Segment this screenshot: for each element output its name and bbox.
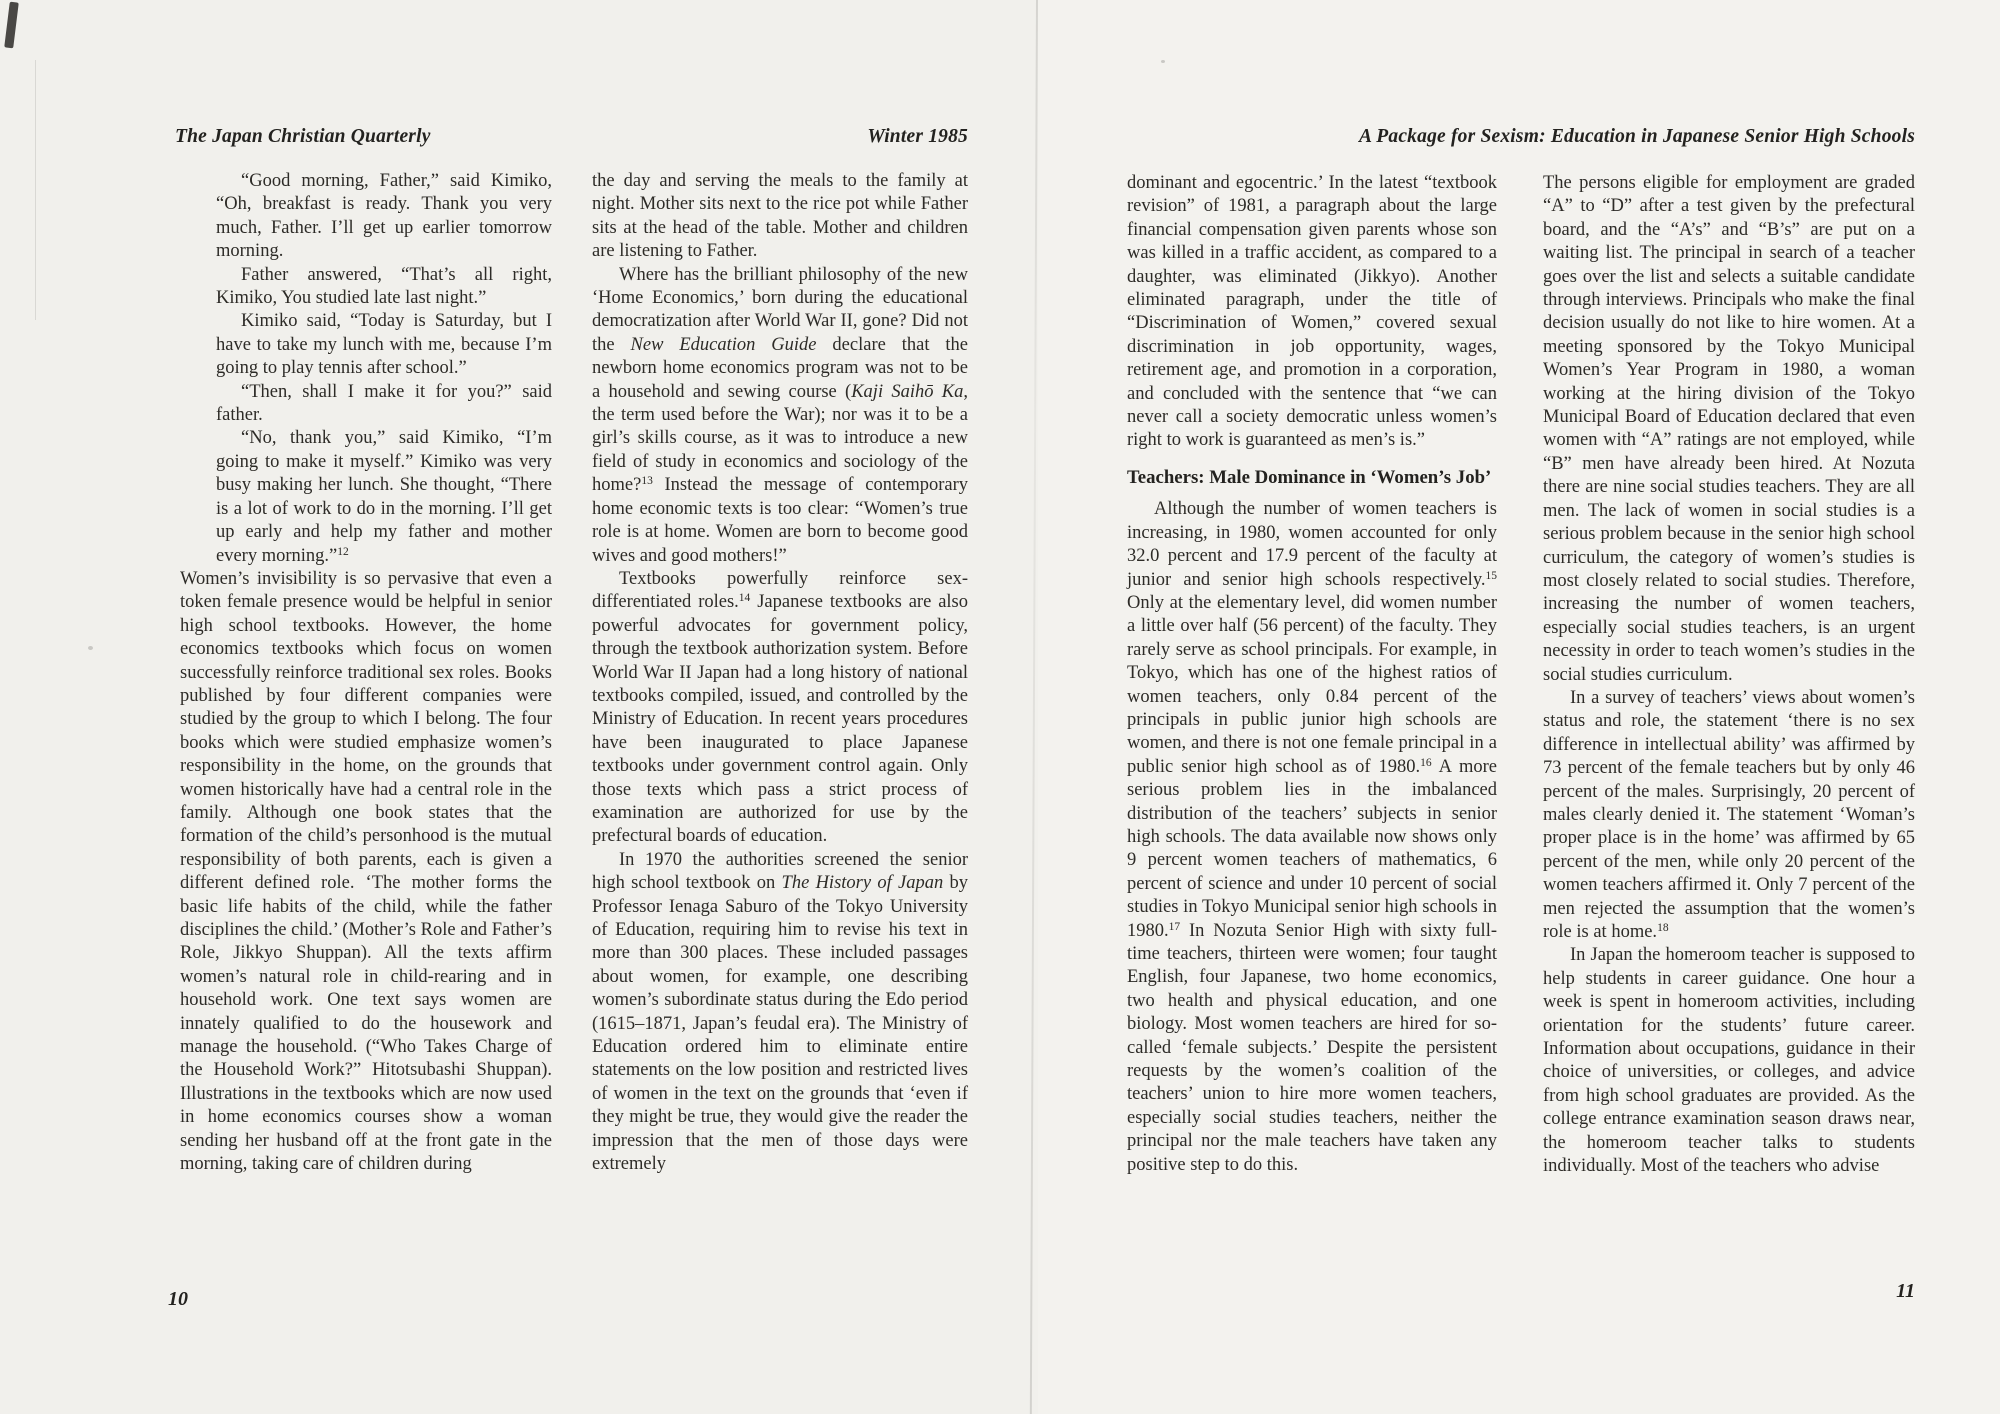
scan-speck	[88, 646, 93, 650]
body-paragraph	[592, 264, 968, 568]
text-run: Textbooks powerfully reinforce sex-differentiated roles.	[592, 568, 968, 613]
text-run: Where has the brilliant philosophy of the new ‘Home Economics,’ born during the educational democratization after World War II, gone? Did not the	[592, 264, 968, 355]
footnote-reference: 18	[1657, 922, 1669, 934]
book-title-italic: The History of Japan	[781, 873, 944, 894]
column-1	[180, 170, 552, 1176]
text-run: Japanese textbooks are also powerful advocates for government policy, through the textbook authorization system. Before World War II Japan had a long history of national textbooks compiled, issued, and controlled by the Ministry of Education. In recent years procedures have been inaugurated to place Japanese textbooks under government control again. Only those texts which pass a strict process of examination are authorized for use by the prefectural boards of education.	[592, 592, 968, 847]
quote-paragraph	[216, 427, 552, 567]
text-run: , the term used before the War); nor was it to be a girl’s skills course, as it was to introduce a new field of study in economics and sociology of the home?	[592, 381, 968, 496]
body-paragraph: dominant and egocentric.’ In the latest “textbook revision” of 1981, a paragraph about the large financial compensation given parents whose son was killed in a traffic accident, as compared to a daughter, was eliminated (Jikkyo). Another eliminated paragraph, under the title of “Discrimination of Women,” covered sexual discrimination in job opportunity, wages, retirement age, and promotion in a corporation, and concluded with the sentence that “we can never call a society democratic unless women’s right to work is guaranteed as men’s is.”	[1127, 173, 1497, 451]
footnote-reference: 17	[1168, 920, 1181, 933]
text-run: In 1970 the authorities screened the senior high school textbook on	[592, 849, 968, 894]
column-4	[1543, 172, 1915, 1178]
body-paragraph: In Japan the homeroom teacher is supposed to help students in career guidance. One hour a week is spent in homeroom activities, including orientation for the students’ future career. Information about occupations, guidance in their choice of universities, or colleges, and advice from high school graduates are provided. As the college entrance examination season draws near, the homeroom teacher talks to students individually. Most of the teachers who advise	[1543, 945, 1915, 1177]
footnote-reference: 15	[1485, 569, 1497, 582]
column-2	[592, 170, 968, 1176]
running-head-article-title: A Package for Sexism: Education in Japanese Senior High Schools	[1359, 126, 1915, 147]
right-page	[1038, 0, 2000, 1414]
page-number-right: 11	[1896, 1280, 1915, 1302]
text-run: Instead the message of contemporary home economic texts is too clear: “Women’s true role is at home. Women are born to become good wives and good mothers!”	[592, 475, 968, 566]
body-paragraph	[592, 849, 968, 1177]
block-quote	[216, 170, 552, 568]
scan-speck	[1161, 60, 1165, 63]
text-run: In a survey of teachers’ views about women’s status and role, the statement ‘there is no sex difference in intellectual ability’ was affirmed by 73 percent of the female teachers but by only 46 percent of the males. Surprisingly, 20 percent of males clearly denied it. The statement ‘Woman’s proper place is in the home’ was affirmed by 65 percent of the men, while only 20 percent of the women teachers affirmed it. Only 7 percent of the men rejected the assumption that the women’s role is at home.	[1543, 687, 1915, 942]
footnote-reference: 13	[641, 475, 653, 488]
text-run: declare that the newborn home economics program was not to be a household and sewing course (	[592, 334, 968, 402]
body-paragraph	[592, 568, 968, 849]
body-paragraph: Women’s invisibility is so pervasive that even a token female presence would be helpful in senior high school textbooks. However, the home economics textbooks which focus on women successfully reinforce traditional sex roles. Books published by four different companies were studied by the group to which I belong. The four books which were studied emphasize women’s responsibility in the home, on the grounds that women historically have had a central role in the family. Although one book states that the formation of the child’s personhood is the mutual responsibility of both parents, each is given a different defined role. ‘The mother forms the basic life habits of the child, while the father disciplines the child.’ (Mother’s Role and Father’s Role, Jikkyo Shuppan). All the texts affirm women’s natural role in child-rearing and in household work. One text says women are innately qualified to do the housework and manage the household. (“Who Takes Charge of the Household Work?” Hitotsubashi Shuppan). Illustrations in the textbooks which are now used in home economics courses show a woman sending her husband off at the front gate in the morning, taking care of children during	[180, 568, 552, 1175]
footnote-reference: 12	[337, 545, 349, 558]
text-run: “No, thank you,” said Kimiko, “I’m going to make it myself.” Kimiko was very busy making her lunch. She thought, “There is a lot of work to do in the morning. I’ll get up early and help my father and mother every morning.”	[216, 428, 552, 566]
quote-paragraph: “Then, shall I make it for you?” said father.	[216, 381, 552, 426]
footnote-reference: 16	[1420, 756, 1432, 769]
body-paragraph	[1543, 687, 1915, 944]
running-head-issue: Winter 1985	[867, 126, 968, 147]
page-edge-line	[35, 60, 36, 320]
japanese-term-italic: Kaji Saihō Ka	[851, 381, 964, 402]
column-3	[1127, 172, 1497, 1177]
text-run: by Professor Ienaga Saburo of the Tokyo University of Education, requiring him to revise his text in more than 300 places. These included passages about women, for example, one describing women’s subordinate status during the Edo period (1615–1871, Japan’s feudal era). The Ministry of Education ordered him to eliminate entire statements on the low position and restricted lives of women in the text on the grounds that ‘even if they might be true, they would give the reader the impression that the men of those days were extremely	[592, 873, 969, 1175]
quote-paragraph: Father answered, “That’s all right, Kimiko, You studied late last night.”	[216, 264, 552, 309]
text-run: Although the number of women teachers is increasing, in 1980, women accounted for only 32.0 percent and 17.9 percent of the faculty at junior and senior high schools respectively.	[1127, 499, 1497, 590]
footnote-reference: 14	[738, 592, 751, 605]
body-paragraph	[1127, 498, 1497, 1177]
page-number-left: 10	[168, 1288, 188, 1310]
body-paragraph: the day and serving the meals to the family at night. Mother sits next to the rice pot while Father sits at the head of the table. Mother and children are listening to Father.	[592, 171, 968, 262]
running-head-journal-title: The Japan Christian Quarterly	[175, 126, 431, 147]
book-title-italic: New Education Guide	[630, 334, 817, 355]
text-run: In Nozuta Senior High with sixty full-time teachers, thirteen were women; four taught English, four Japanese, two home economics, two health and physical education, and one biology. Most women teachers are hired for so-called ‘female subjects.’ Despite the persistent requests by the women’s coalition of the teachers’ union to hire more women teachers, especially social studies teachers, neither the principal nor the male teachers have taken any positive step to do this.	[1127, 920, 1497, 1175]
body-paragraph: The persons eligible for employment are graded “A” to “D” after a test given by the prefectural board, and the “A’s” and “B’s” are put on a waiting list. The principal in search of a teacher goes over the list and selects a suitable candidate through interviews. Principals who make the final decision usually do not like to hire women. At a meeting sponsored by the Tokyo Municipal Women’s Year Program in 1980, a woman working at the hiring division of the Tokyo Municipal Board of Education declared that even women with “A” ratings are not employed, while “B” men have already been hired. At Nozuta there are nine social studies teachers. They are all men. The lack of women in social studies is a serious problem because in the senior high school curriculum, the category of women’s studies is most closely related to social studies. Therefore, increasing the number of women teachers, especially social studies teachers, is an urgent necessity in order to teach women’s studies in the social studies curriculum.	[1543, 173, 1915, 685]
quote-paragraph: Kimiko said, “Today is Saturday, but I have to take my lunch with me, because I’m going to play tennis after school.”	[216, 311, 552, 379]
text-run: A more serious problem lies in the imbalanced distribution of the teachers’ subjects in senior high schools. The data available now shows only 9 percent women teachers of mathematics, 6 percent of science and under 10 percent of social studies in Tokyo Municipal senior high schools in 1980.	[1127, 756, 1497, 941]
section-heading: Teachers: Male Dominance in ‘Women’s Job’	[1127, 466, 1492, 488]
quote-paragraph: “Good morning, Father,” said Kimiko, “Oh, breakfast is ready. Thank you very much, Father. I’ll get up earlier tomorrow morning.	[216, 171, 552, 262]
text-run: Only at the elementary level, did women number a little over half (56 percent) of the faculty. They rarely serve as school principals. For example, in Tokyo, which has one of the highest ratios of women teachers, only 0.84 percent of the principals in public junior high schools are women, and there is not one female principal in a public senior high school as of 1980.	[1127, 592, 1497, 777]
